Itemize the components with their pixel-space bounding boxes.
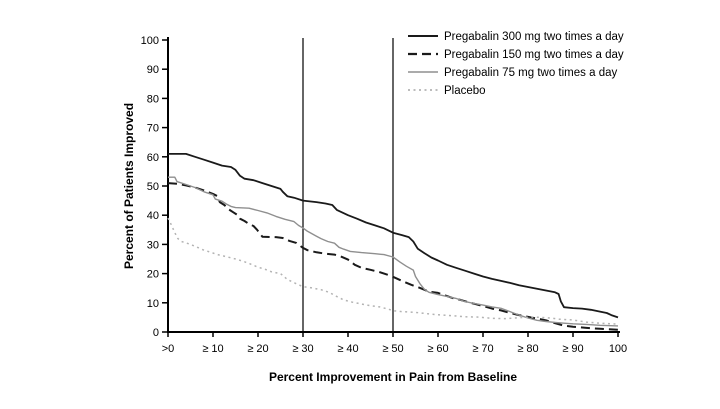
y-tick-label-30: 30 xyxy=(146,239,159,252)
x-axis-title: Percent Improvement in Pain from Baseline xyxy=(268,370,518,384)
y-tick-label-100: 100 xyxy=(140,35,159,47)
y-tick-label-90: 90 xyxy=(146,64,159,77)
x-tick-label-20: ≥ 20 xyxy=(247,343,269,355)
y-tick-label-80: 80 xyxy=(146,93,159,106)
legend-label-3: Placebo xyxy=(444,85,486,97)
y-tick-label-0: 0 xyxy=(152,327,159,339)
plot-area xyxy=(141,31,628,355)
x-tick-label-80: ≥ 80 xyxy=(517,343,539,355)
x-tick-label-60: ≥ 60 xyxy=(427,343,449,355)
y-tick-label-70: 70 xyxy=(146,122,159,135)
y-tick-label-10: 10 xyxy=(146,297,159,310)
y-tick-label-60: 60 xyxy=(146,151,159,164)
y-tick-label-50: 50 xyxy=(146,181,159,193)
x-tick-label-40: ≥ 40 xyxy=(337,343,359,355)
x-tick-label-90: ≥ 90 xyxy=(562,343,584,355)
x-tick-label-10: ≥ 10 xyxy=(202,343,224,355)
x-tick-label-100: 100 xyxy=(608,343,628,355)
y-tick-label-40: 40 xyxy=(146,210,159,223)
y-axis-title: Percent of Patients Improved xyxy=(122,102,136,270)
x-tick-label-50: ≥ 50 xyxy=(382,343,404,355)
legend-label-0: Pregabalin 300 mg two times a day xyxy=(444,31,624,43)
legend-label-2: Pregabalin 75 mg two times a day xyxy=(444,67,618,79)
y-tick-label-20: 20 xyxy=(146,268,159,281)
x-tick-label-0: >0 xyxy=(161,343,175,355)
legend-label-1: Pregabalin 150 mg two times a day xyxy=(444,49,624,61)
x-tick-label-30: ≥ 30 xyxy=(292,343,314,355)
x-tick-label-70: ≥ 70 xyxy=(472,343,494,355)
